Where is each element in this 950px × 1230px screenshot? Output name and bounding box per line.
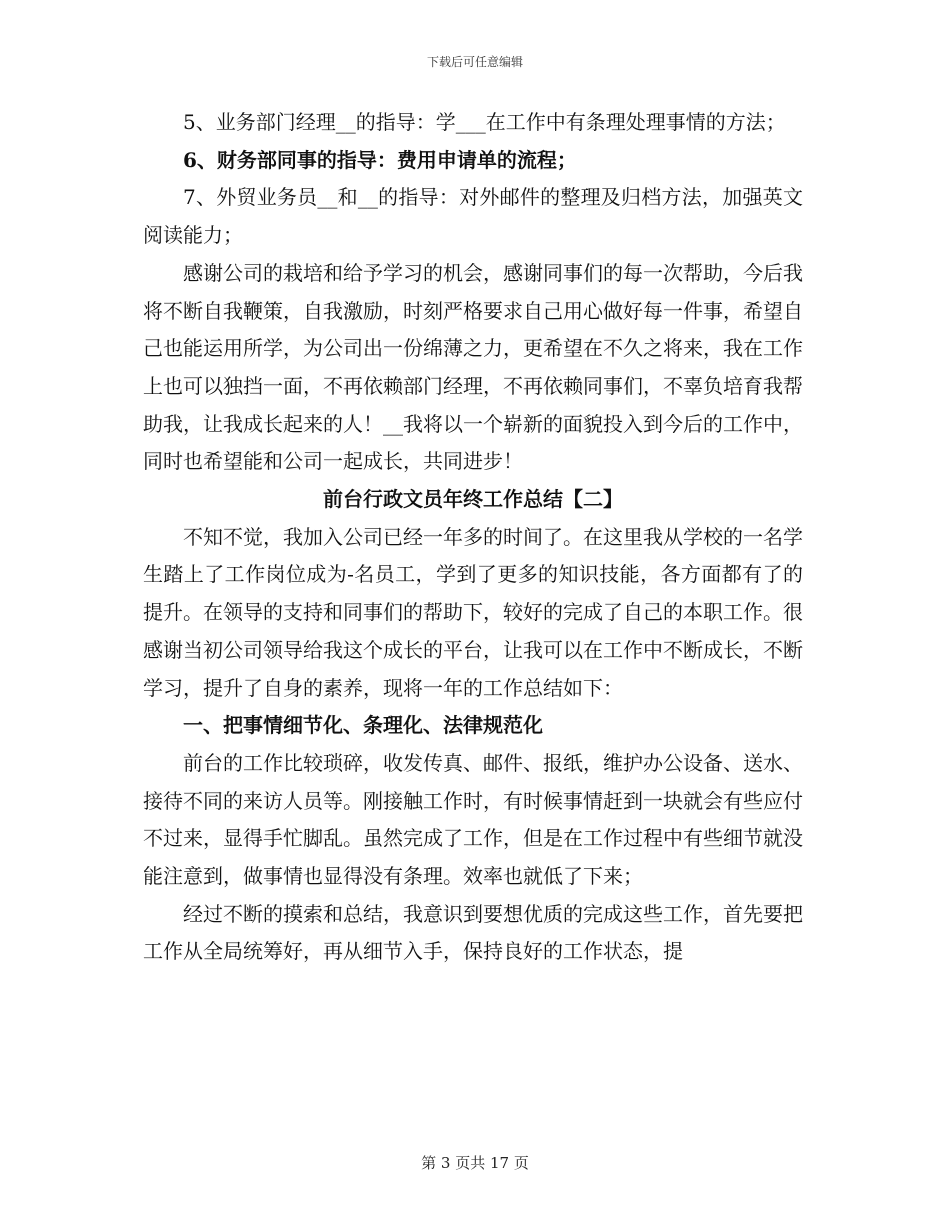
page-header-note: 下载后可任意编辑 bbox=[426, 55, 523, 69]
paragraph-item-5: 5、业务部门经理__的指导：学___在工作中有条理处理事情的方法； bbox=[183, 110, 786, 134]
section-heading-1: 一、把事情细节化、条理化、法律规范化 bbox=[183, 713, 543, 738]
paragraph-item-7: 7、外贸业务员__和__的指导：对外邮件的整理及归档方法，加强英文阅读能力； bbox=[143, 185, 803, 248]
paragraph-intro: 不知不觉，我加入公司已经一年多的时间了。在这里我从学校的一名学生踏上了工作岗位成为-名员工，学到了更多的知识技能，各方面都有了的提升。在领导的支持和同事们的帮助下，较好的完成了自己的本职工作。很感谢当初公司领导给我这个成长的平台，让我可以在工作中不断成长，不断学习，提升了自身的素养，现将一年的工作总结如下： bbox=[143, 524, 803, 700]
paragraph-front-desk: 前台的工作比较琐碎，收发传真、邮件、报纸，维护办公设备、送水、接待不同的来访人员等。刚接触工作时，有时候事情赶到一块就会有些应付不过来，显得手忙脚乱。虽然完成了工作，但是在工作过程中有些细节就没能注意到，做事情也显得没有条理。效率也就低了下来； bbox=[143, 750, 803, 889]
document-body bbox=[143, 104, 803, 971]
page-number: 第 3 页共 17 页 bbox=[421, 1154, 529, 1172]
paragraph-thanks: 感谢公司的栽培和给予学习的机会，感谢同事们的每一次帮助，今后我将不断自我鞭策，自我激励，时刻严格要求自己用心做好每一件事，希望自己也能运用所学，为公司出一份绵薄之力，更希望在不久之将来，我在工作上也可以独挡一面，不再依赖部门经理，不再依赖同事们，不辜负培育我帮助我，让我成长起来的人！__我将以一个崭新的面貌投入到今后的工作中，同时也希望能和公司一起成长，共同进步！ bbox=[143, 260, 803, 474]
section-title: 前台行政文员年终工作总结【二】 bbox=[323, 487, 623, 512]
paragraph-item-6: 6、财务部同事的指导：费用申请单的流程； bbox=[183, 147, 577, 172]
paragraph-summary: 经过不断的摸索和总结，我意识到要想优质的完成这些工作，首先要把工作从全局统筹好，再从细节入手，保持良好的工作状态，提 bbox=[143, 901, 803, 964]
